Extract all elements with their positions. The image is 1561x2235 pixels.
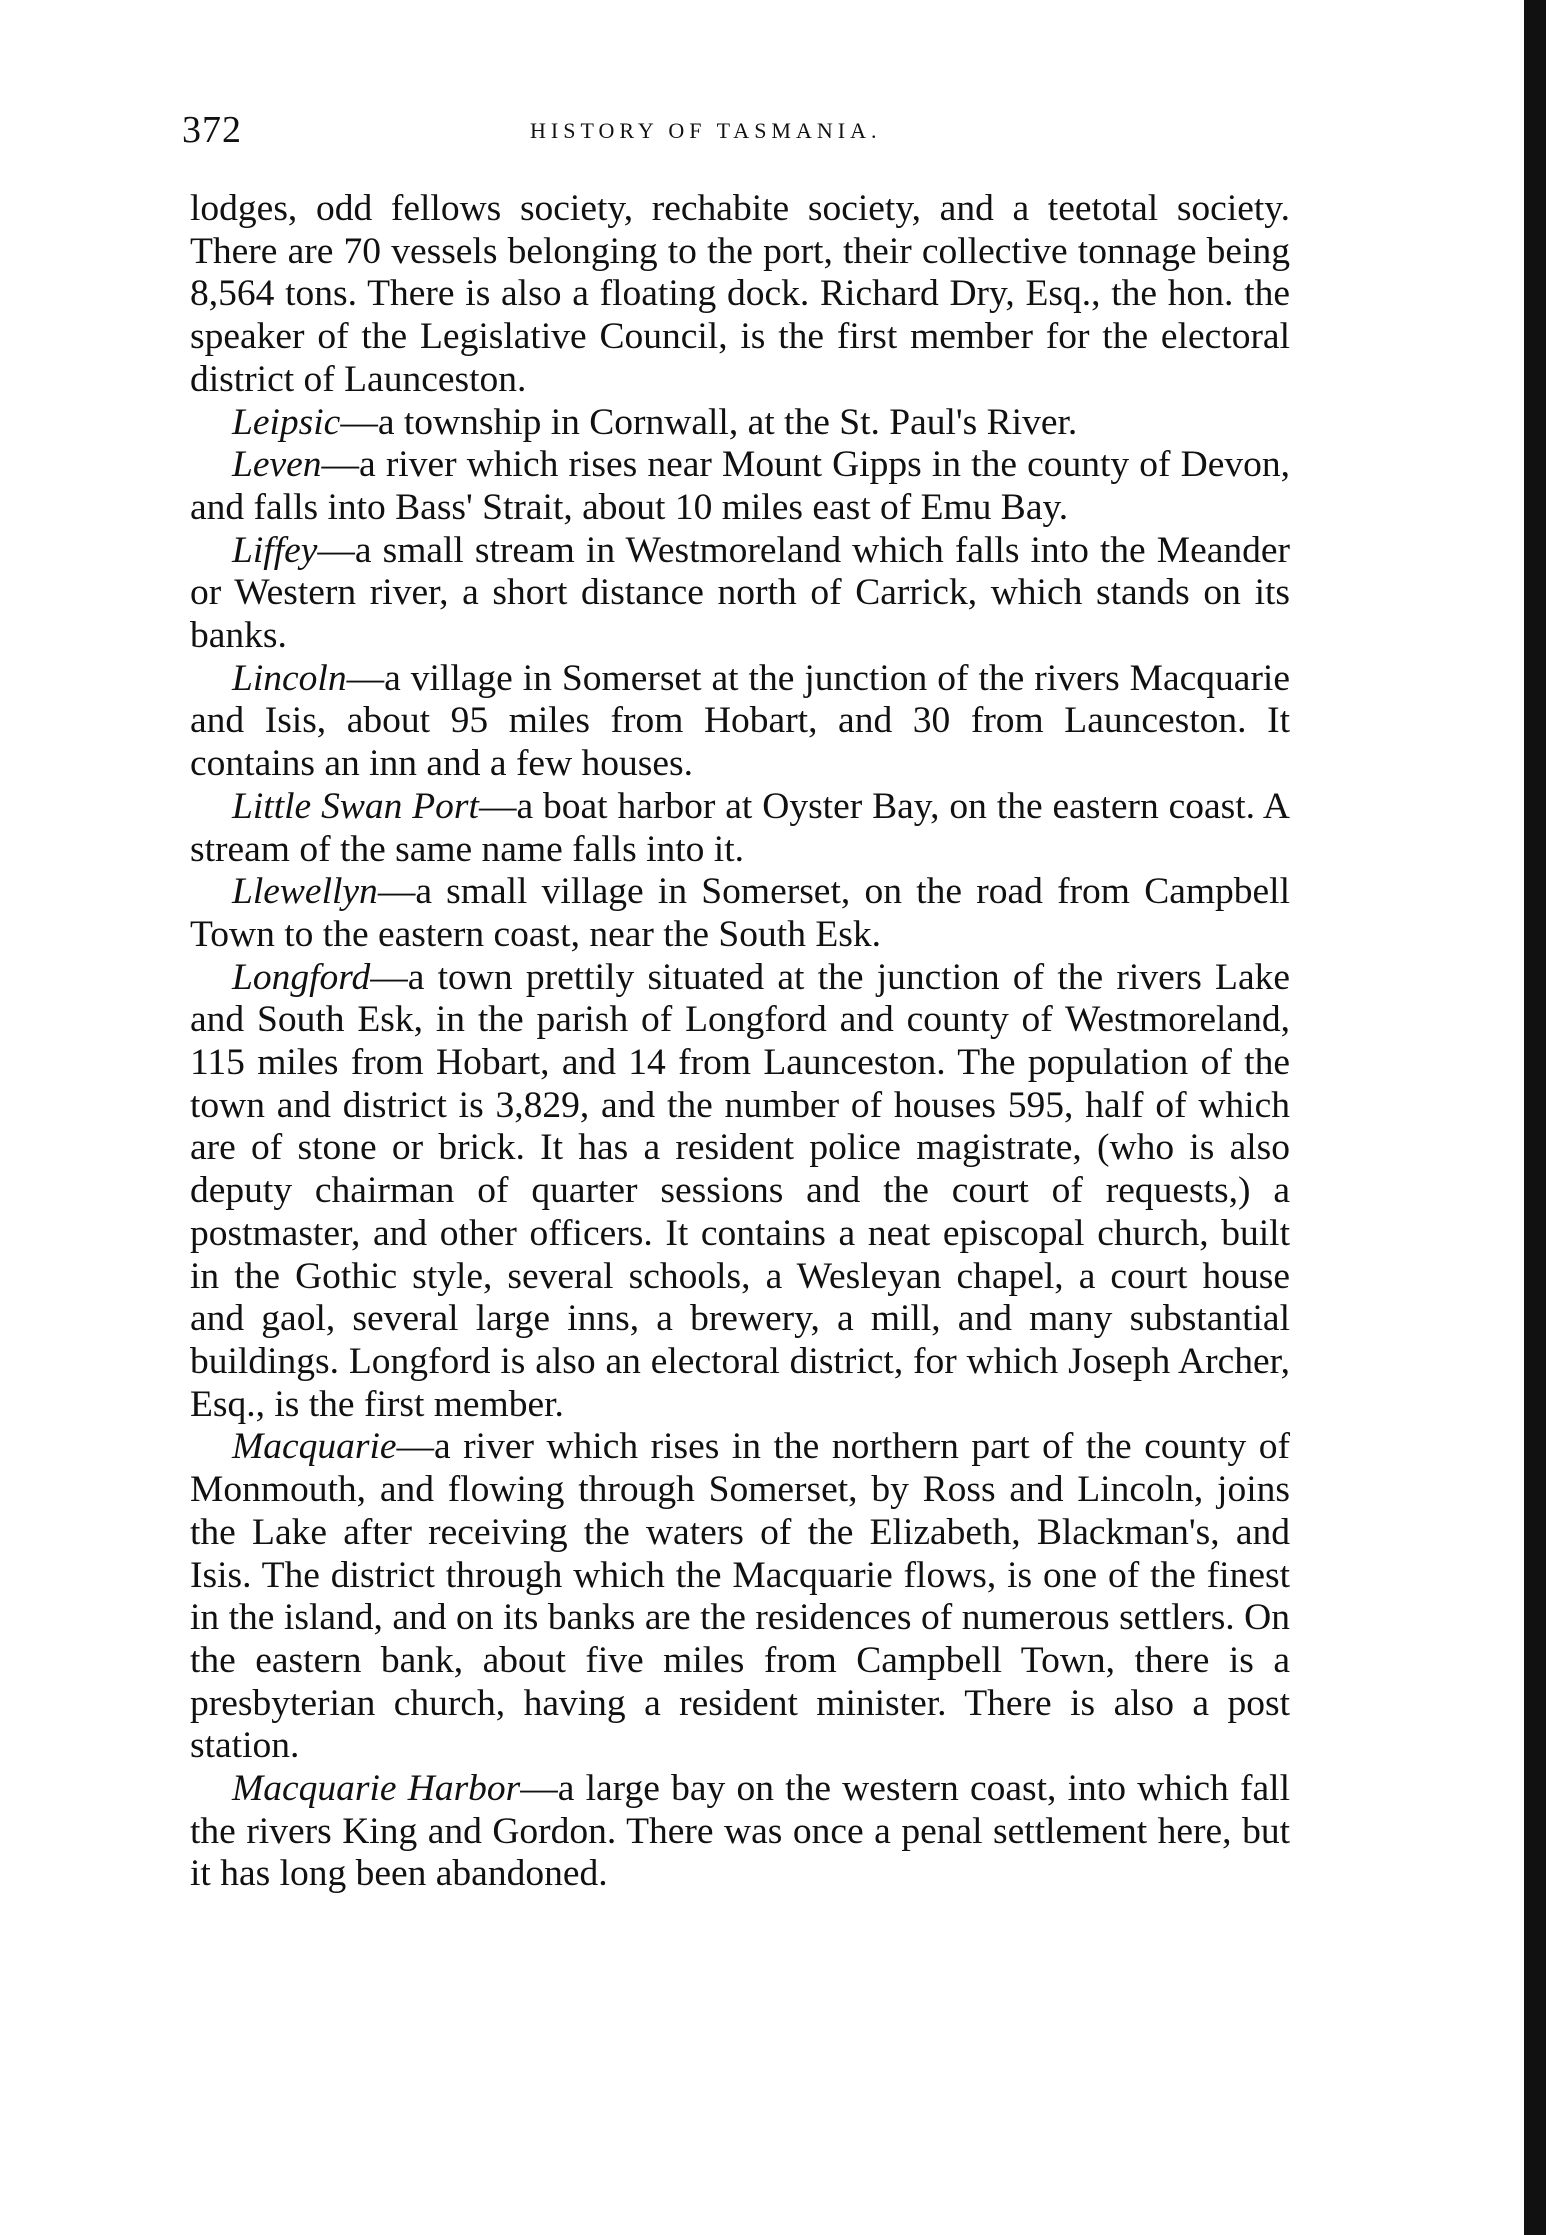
entry-text: —a river which rises in the northern part of the county of Monmouth, and flowing through Somerset, by Ross and Lincoln, joins the Lake after receiving the waters of the Elizabeth, Blackman's, and Isis. The district through which the Macquarie flows, is one of the finest in the island, and on its banks are the residences of numerous settlers. On the eastern bank, about five miles from Campbell Town, there is a presbyterian church, having a resident minister. There is also a post station. — [190, 1426, 1290, 1767]
text-block — [190, 188, 1290, 1896]
entry-text: —a village in Somerset at the junction of the rivers Macquarie and Isis, about 95 miles from Hobart, and 30 from Launceston. It contains an inn and a few houses. — [190, 657, 1290, 785]
entry-leipsic — [190, 402, 1290, 445]
entry-term: Liffey — [232, 529, 318, 571]
entry-text: —a town prettily situated at the junction of the rivers Lake and South Esk, in the parish of Longford and county of Westmoreland, 115 miles from Hobart, and 14 from Launceston. The population of the town and district is 3,829, and the number of houses 595, half of which are of stone or brick. It has a resident police magistrate, (who is also deputy chairman of quarter sessions and the court of requests,) a postmaster, and other officers. It contains a neat episcopal church, built in the Gothic style, several schools, a Wesleyan chapel, a court house and gaol, several large inns, a brewery, a mill, and many substantial buildings. Longford is also an electoral district, for which Joseph Archer, Esq., is the first member. — [190, 956, 1290, 1425]
page-number: 372 — [182, 109, 242, 151]
entry-text: —a small village in Somerset, on the road from Campbell Town to the eastern coast, near the South Esk. — [190, 871, 1290, 955]
entry-text: —a large bay on the western coast, into which fall the rivers King and Gordon. There was once a penal settlement here, but it has long been abandoned. — [190, 1768, 1290, 1895]
entry-continuation — [190, 188, 1290, 402]
entry-term: Macquarie — [232, 1426, 397, 1468]
entry-term: Llewellyn — [232, 871, 378, 913]
entry-text: —a river which rises near Mount Gipps in the county of Devon, and falls into Bass' Strait, about 10 miles east of Emu Bay. — [190, 444, 1290, 528]
entry-term: Lincoln — [232, 657, 347, 699]
entry-leven — [190, 444, 1290, 529]
running-title: HISTORY OF TASMANIA. — [530, 118, 882, 143]
entry-term: Leipsic — [232, 401, 341, 443]
entry-term: Longford — [232, 956, 371, 998]
entry-term: Leven — [232, 444, 322, 486]
entry-longford — [190, 957, 1290, 1427]
entry-text: —a boat harbor at Oyster Bay, on the eastern coast. A stream of the same name falls into it. — [190, 785, 1290, 870]
entry-macquarie-harbor — [190, 1768, 1290, 1896]
entry-term: Macquarie Harbor — [232, 1768, 521, 1810]
entry-lincoln — [190, 658, 1290, 786]
entry-little-swan-port — [190, 786, 1290, 871]
entry-term: Little Swan Port — [232, 785, 479, 827]
entry-llewellyn — [190, 871, 1290, 956]
entry-macquarie — [190, 1426, 1290, 1768]
entry-liffey — [190, 530, 1290, 658]
scan-edge-shadow — [1524, 0, 1546, 2235]
entry-text: lodges, odd fellows society, rechabite society, and a teetotal society. There are 70 vessels belonging to the port, their collective tonnage being 8,564 tons. There is also a floating dock. Richard Dry, Esq., the hon. the speaker of the Legislative Council, is the first member for the electoral district of Launceston. — [190, 188, 1290, 400]
entry-text: —a township in Cornwall, at the St. Paul's River. — [340, 401, 1078, 443]
entry-text: —a small stream in Westmoreland which falls into the Meander or Western river, a short distance north of Carrick, which stands on its banks. — [190, 529, 1290, 657]
